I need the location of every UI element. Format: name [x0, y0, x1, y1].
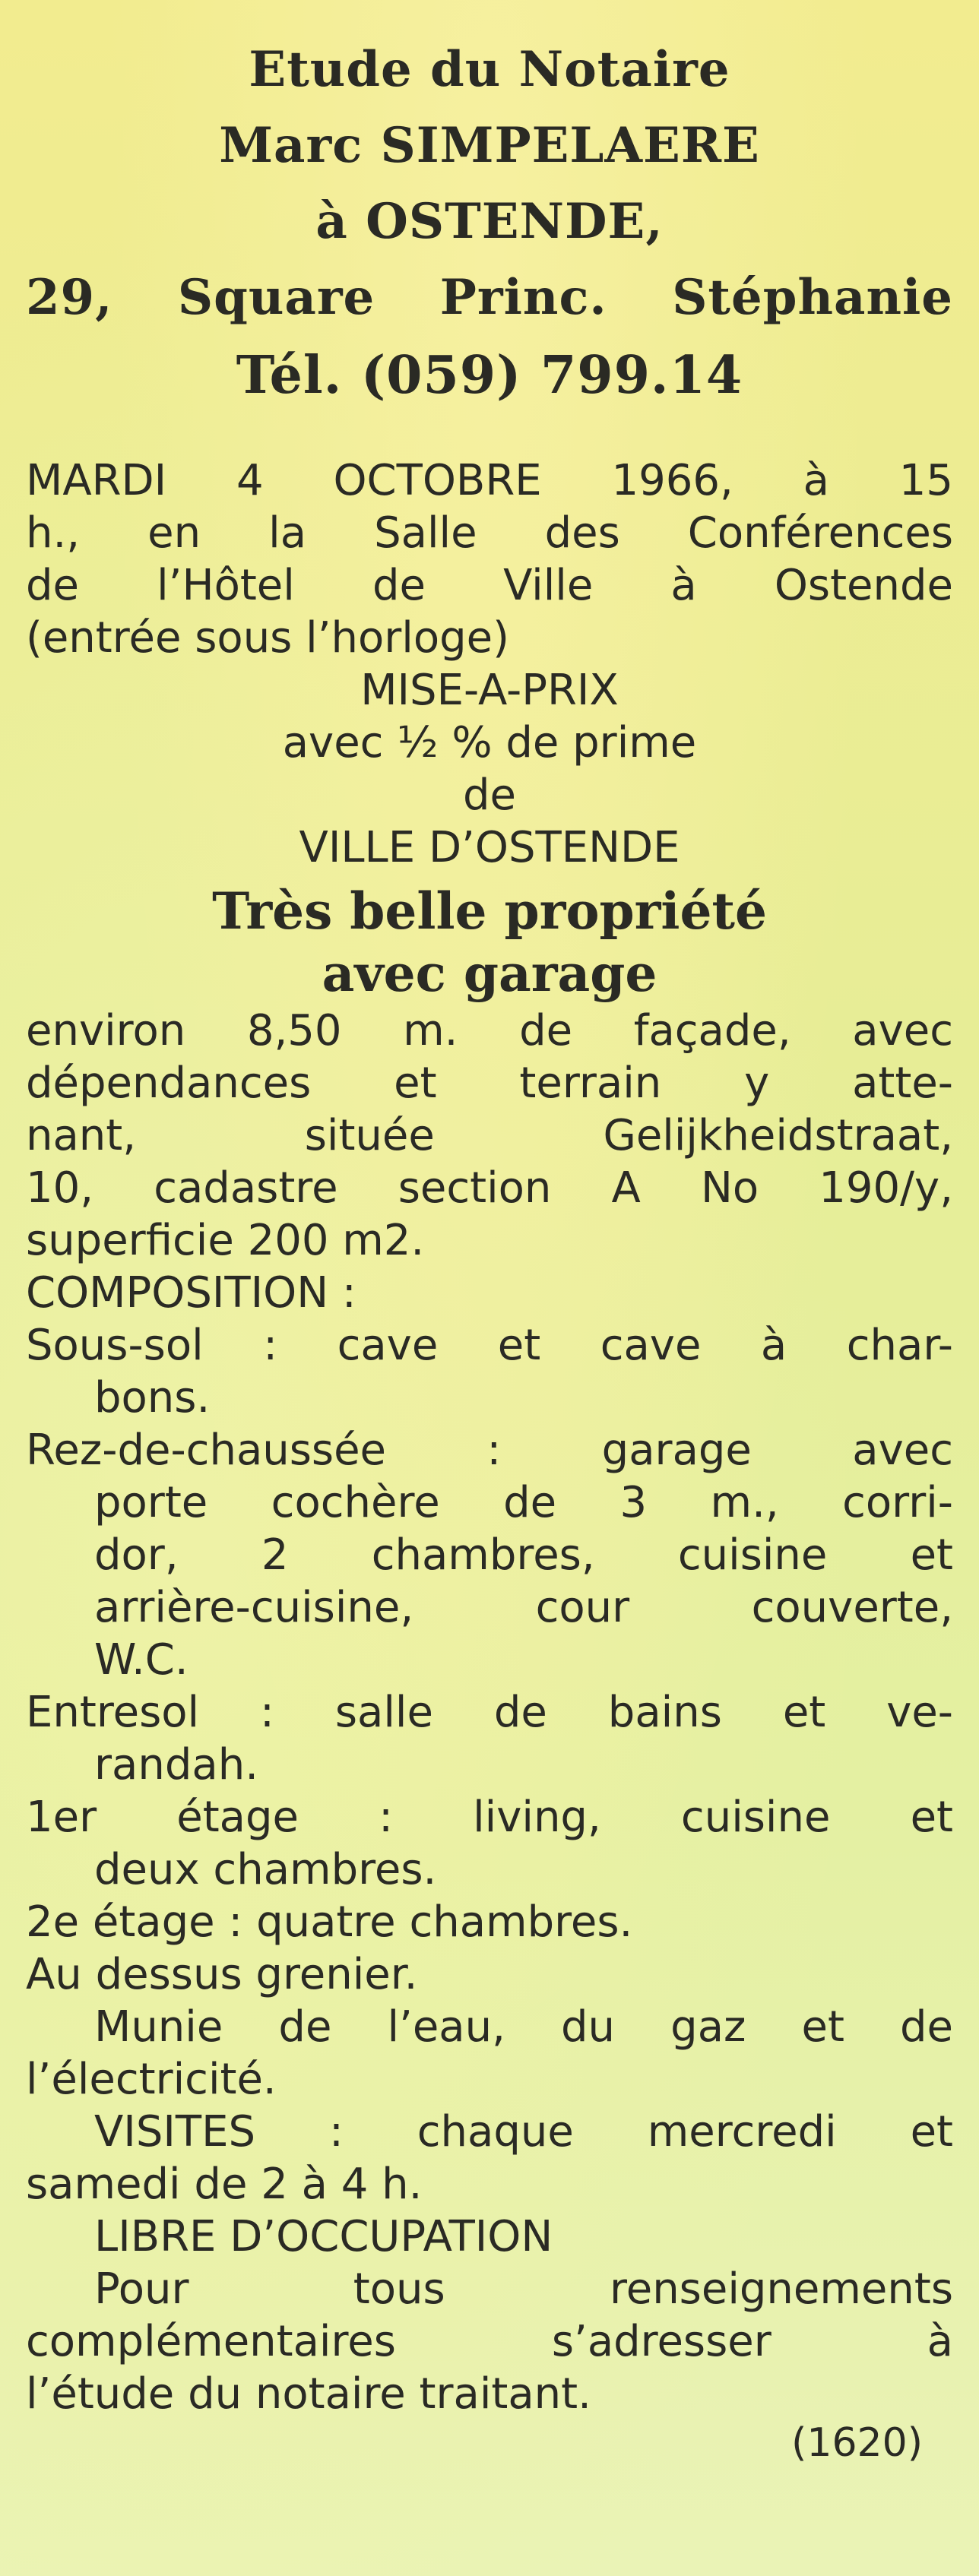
composition-item: [26, 1686, 953, 1791]
sale-date-line: h., en la Salle des Conférences: [26, 508, 953, 558]
visits-line: VISITES : chaque mercredi et: [94, 2107, 953, 2157]
property-description: [26, 1005, 953, 1267]
description-line: 10, cadastre section A No 190/y,: [26, 1163, 953, 1213]
header-address: 29, Square Princ. Stéphanie: [26, 269, 953, 326]
utilities-line: Munie de l’eau, du gaz et de: [94, 2002, 953, 2052]
composition-item: [26, 1424, 953, 1686]
reference-number: (1620): [791, 2420, 923, 2466]
property-title-line: avec garage: [322, 944, 657, 1003]
utilities-line: l’électricité.: [26, 2055, 277, 2104]
visits-line: samedi de 2 à 4 h.: [26, 2160, 423, 2209]
composition-line: bons.: [94, 1373, 211, 1422]
composition-line: randah.: [94, 1740, 258, 1790]
sale-date-line: de l’Hôtel de Ville à Ostende: [26, 561, 953, 610]
property-title-line: Très belle propriété: [212, 881, 767, 941]
header-notary-name: Marc SIMPELAERE: [219, 117, 760, 174]
utilities-paragraph: [26, 2001, 953, 2106]
composition-list: [26, 1319, 953, 2001]
composition-item: [26, 1896, 953, 1948]
composition-line: deux chambres.: [94, 1845, 437, 1894]
composition-line: Au dessus grenier.: [26, 1950, 418, 1999]
composition-line: W.C.: [94, 1635, 189, 1685]
prime-label: avec ½ % de prime: [282, 718, 697, 767]
header-office: Etude du Notaire: [249, 41, 730, 98]
contact-line: Pour tous renseignements: [94, 2264, 953, 2314]
composition-heading: COMPOSITION :: [26, 1268, 356, 1318]
description-line: dépendances et terrain y atte-: [26, 1059, 953, 1108]
composition-line: 1er étage : living, cuisine et: [26, 1793, 953, 1842]
composition-item: [26, 1791, 953, 1896]
contact-paragraph: [26, 2263, 953, 2420]
description-line: superficie 200 m2.: [26, 1216, 425, 1265]
notary-header: [26, 41, 953, 406]
composition-line: 2e étage : quatre chambres.: [26, 1897, 633, 1947]
description-line: nant, située Gelijkheidstraat,: [26, 1111, 953, 1160]
header-phone: Tél. (059) 799.14: [236, 345, 743, 406]
header-city: à OSTENDE,: [315, 193, 664, 250]
contact-line: l’étude du notaire traitant.: [26, 2369, 591, 2419]
composition-line: Entresol : salle de bains et ve-: [26, 1688, 953, 1737]
composition-line: dor, 2 chambres, cuisine et: [94, 1530, 953, 1580]
visits-paragraph: [26, 2106, 953, 2210]
mise-a-prix-label: MISE-A-PRIX: [360, 666, 619, 715]
composition-line: arrière-cuisine, cour couverte,: [94, 1583, 953, 1632]
contact-line: complémentaires s’adresser à: [26, 2317, 953, 2366]
sale-date-block: [26, 454, 953, 664]
sale-date-line: (entrée sous l’horloge): [26, 613, 509, 663]
composition-line: porte cochère de 3 m., corri-: [94, 1478, 953, 1527]
composition-item: [26, 1319, 953, 1424]
seller-label: VILLE D’OSTENDE: [299, 823, 680, 872]
announcement-body: [26, 454, 953, 2466]
sale-date-line: MARDI 4 OCTOBRE 1966, à 15: [26, 456, 953, 505]
occupation-notice: LIBRE D’OCCUPATION: [94, 2212, 553, 2261]
de-label: de: [463, 771, 516, 820]
property-title: [26, 880, 953, 1005]
composition-item: [26, 1948, 953, 2001]
composition-line: Rez-de-chaussée : garage avec: [26, 1426, 953, 1475]
composition-line: Sous-sol : cave et cave à char-: [26, 1321, 953, 1370]
description-line: environ 8,50 m. de façade, avec: [26, 1006, 953, 1055]
